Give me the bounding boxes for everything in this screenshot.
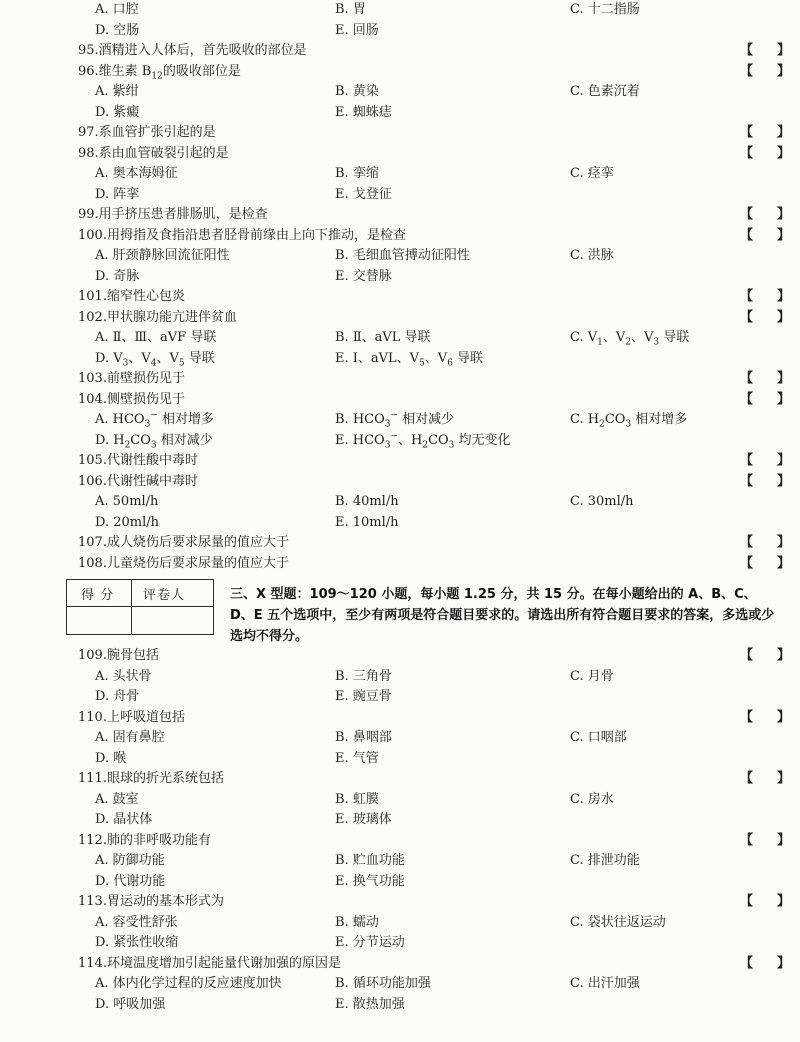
answer-bracket-left[interactable]: 【	[740, 371, 754, 386]
score-label: 得 分	[81, 588, 115, 603]
answer-option: B. 黄染	[335, 84, 379, 99]
answer-option: E. 玻璃体	[335, 812, 392, 827]
question-stem: 97.系血管扩张引起的是	[78, 125, 216, 140]
answer-option: E. 气管	[335, 750, 379, 766]
answer-option: B. 40ml/h	[335, 494, 399, 509]
answer-bracket-left[interactable]: 【	[740, 227, 754, 243]
answer-bracket-right[interactable]: 】	[777, 207, 791, 222]
question-stem: 113.胃运动的基本形式为	[78, 894, 224, 909]
question-stem: 102.甲状腺功能亢进伴贫血	[78, 309, 237, 325]
answer-option: A. 鼓室	[95, 791, 139, 807]
question-stem: 108.儿童烧伤后要求尿量的值应大于	[78, 555, 289, 571]
answer-bracket-right[interactable]: 】	[777, 453, 791, 468]
answer-option: A. 奥本海姆征	[95, 166, 178, 181]
answer-option: C. 十二指肠	[570, 2, 640, 17]
answer-option: E. 蜘蛛痣	[335, 104, 392, 120]
answer-option: B. 蠕动	[335, 914, 379, 930]
question-stem: 100.用拇指及食指沿患者胫骨前缘由上向下推动，是检查	[78, 227, 406, 243]
answer-bracket-right[interactable]: 】	[777, 535, 791, 550]
question-stem: 101.缩窄性心包炎	[78, 289, 185, 304]
answer-option: A. $HCO_3^-$ 相对增多	[95, 410, 215, 430]
answer-bracket-right[interactable]: 】	[777, 125, 791, 140]
question-stem: 112.肺的非呼吸功能有	[78, 832, 211, 848]
question-stem: 96.维生素 $B_{12}$的吸收部位是	[78, 63, 241, 82]
answer-option: A. 体内化学过程的反应速度加快	[95, 976, 282, 991]
answer-option: C. 排泄功能	[570, 853, 640, 868]
answer-bracket-right[interactable]: 】	[777, 289, 791, 304]
answer-bracket-right[interactable]: 】	[777, 309, 791, 325]
answer-option: D. 奇脉	[95, 268, 140, 284]
answer-bracket-left[interactable]: 【	[740, 894, 754, 909]
answer-bracket-left[interactable]: 【	[740, 535, 754, 550]
question-stem: 111.眼球的折光系统包括	[78, 771, 224, 786]
answer-bracket-right[interactable]: 】	[777, 771, 791, 786]
answer-bracket-left[interactable]: 【	[740, 832, 754, 848]
question-stem: 99.用手挤压患者腓肠肌，是检查	[78, 207, 268, 222]
answer-option: D. 晶状体	[95, 812, 153, 827]
question-stem: 110.上呼吸道包括	[78, 709, 185, 725]
question-stem: 109.腕骨包括	[78, 648, 159, 663]
answer-option: D. 空肠	[95, 22, 140, 38]
answer-bracket-right[interactable]: 】	[777, 832, 791, 848]
answer-option: E. 豌豆骨	[335, 689, 392, 704]
answer-option: D. 紫癜	[95, 104, 140, 120]
answer-bracket-left[interactable]: 【	[740, 63, 754, 79]
answer-bracket-right[interactable]: 】	[777, 371, 791, 386]
answer-option: B. 贮血功能	[335, 853, 405, 868]
answer-option: A. 容受性舒张	[95, 914, 178, 930]
answer-option: C. 30ml/h	[570, 494, 634, 509]
grader-label: 评卷人	[143, 588, 186, 603]
answer-bracket-right[interactable]: 】	[777, 227, 791, 243]
answer-option: E. Ⅰ、aVL、$V_5$、$V_6$ 导联	[335, 350, 484, 369]
answer-option: D. 阵挛	[95, 186, 140, 202]
answer-option: D. 代谢功能	[95, 873, 166, 889]
answer-option: D. 舟骨	[95, 689, 140, 704]
answer-option: A. 肝颈静脉回流征阳性	[95, 248, 230, 263]
answer-option: E. 分节运动	[335, 935, 405, 950]
answer-option: C. 月骨	[570, 668, 614, 684]
answer-option: E. 10ml/h	[335, 514, 399, 530]
score-box	[66, 579, 214, 635]
answer-option: D. 喉	[95, 750, 127, 766]
question-stem: 98.系由血管破裂引起的是	[78, 145, 229, 161]
answer-bracket-left[interactable]: 【	[740, 453, 754, 468]
answer-option: B. 挛缩	[335, 166, 379, 181]
answer-bracket-left[interactable]: 【	[740, 43, 754, 58]
answer-option: E. 换气功能	[335, 873, 405, 889]
answer-bracket-left[interactable]: 【	[740, 473, 754, 489]
answer-option: E. 回肠	[335, 22, 379, 38]
answer-option: D. 20ml/h	[95, 514, 160, 530]
answer-option: D. 紧张性收缩	[95, 935, 179, 950]
answer-bracket-right[interactable]: 】	[777, 391, 791, 407]
answer-bracket-right[interactable]: 】	[777, 473, 791, 489]
answer-option: C. 房水	[570, 791, 614, 807]
answer-option: A. 固有鼻腔	[95, 730, 165, 745]
question-stem: 105.代谢性酸中毒时	[78, 453, 198, 468]
answer-option: E. 散热加强	[335, 996, 405, 1012]
answer-option: B. 胃	[335, 2, 366, 17]
answer-option: C. 痉挛	[570, 166, 614, 181]
answer-bracket-left[interactable]: 【	[740, 145, 754, 161]
answer-option: E. 戈登征	[335, 186, 392, 202]
answer-bracket-right[interactable]: 】	[777, 955, 791, 971]
answer-option: E. $HCO_3^-$、$H_2CO_3$ 均无变化	[335, 431, 511, 451]
question-stem: 104.侧壁损伤见于	[78, 391, 185, 407]
answer-option: C. 洪脉	[570, 248, 614, 263]
answer-option: B. $HCO_3^-$ 相对减少	[335, 410, 455, 430]
answer-bracket-left[interactable]: 【	[740, 648, 754, 663]
answer-option: C. 口咽部	[570, 730, 627, 745]
answer-option: C. $H_2CO_3$ 相对增多	[570, 412, 688, 430]
answer-option: D. $V_3$、$V_4$、$V_5$ 导联	[95, 350, 215, 369]
answer-bracket-right[interactable]: 】	[777, 709, 791, 725]
answer-option: C. 色素沉着	[570, 84, 640, 99]
answer-bracket-left[interactable]: 【	[740, 125, 754, 140]
answer-option: C. $V_1$、$V_2$、$V_3$ 导联	[570, 330, 690, 348]
answer-bracket-left[interactable]: 【	[740, 391, 754, 407]
answer-option: A. 口腔	[95, 2, 139, 17]
answer-bracket-left[interactable]: 【	[740, 289, 754, 304]
answer-option: C. 出汗加强	[570, 976, 640, 991]
answer-bracket-left[interactable]: 【	[740, 207, 754, 222]
answer-bracket-right[interactable]: 】	[777, 555, 791, 571]
answer-option: B. 毛细血管搏动征阳性	[335, 248, 470, 263]
answer-option: B. 鼻咽部	[335, 730, 392, 745]
question-stem: 114.环境温度增加引起能量代谢加强的原因是	[78, 955, 341, 971]
answer-option: C. 袋状往返运动	[570, 914, 666, 930]
answer-bracket-right[interactable]: 】	[777, 648, 791, 663]
question-stem: 107.成人烧伤后要求尿量的值应大于	[78, 535, 289, 550]
answer-option: E. 交替脉	[335, 268, 392, 284]
answer-option: D. 呼吸加强	[95, 996, 166, 1012]
answer-bracket-left[interactable]: 【	[740, 709, 754, 725]
question-stem: 103.前壁损伤见于	[78, 371, 185, 386]
answer-bracket-left[interactable]: 【	[740, 771, 754, 786]
answer-bracket-left[interactable]: 【	[740, 309, 754, 325]
answer-option: A. 头状骨	[95, 668, 152, 684]
answer-option: A. 紫绀	[95, 84, 139, 99]
answer-bracket-right[interactable]: 】	[777, 63, 791, 79]
answer-option: B. 循环功能加强	[335, 976, 431, 991]
answer-bracket-left[interactable]: 【	[740, 555, 754, 571]
answer-option: A. Ⅱ、Ⅲ、aVF 导联	[95, 330, 217, 345]
section-header: 三、X 型题：109～120 小题，每小题 1.25 分，共 15 分。在每小题给出的 A、B、C、D、E 五个选项中，至少有两项是符合题目要求的。请选出所有符合题目要求的答案，多选或少选均不得分。	[230, 587, 775, 644]
question-stem: 95.酒精进入人体后，首先吸收的部位是	[78, 43, 307, 58]
answer-option: A. 50ml/h	[95, 494, 159, 509]
answer-option: B. 虹膜	[335, 791, 379, 807]
answer-bracket-right[interactable]: 】	[777, 145, 791, 161]
answer-option: A. 防御功能	[95, 853, 165, 868]
answer-option: D. $H_2CO_3$ 相对减少	[95, 432, 213, 451]
answer-bracket-right[interactable]: 】	[777, 43, 791, 58]
answer-bracket-left[interactable]: 【	[740, 955, 754, 971]
answer-option: B. Ⅱ、aVL 导联	[335, 330, 431, 345]
answer-option: B. 三角骨	[335, 668, 392, 684]
question-stem: 106.代谢性碱中毒时	[78, 473, 198, 489]
answer-bracket-right[interactable]: 】	[777, 894, 791, 909]
